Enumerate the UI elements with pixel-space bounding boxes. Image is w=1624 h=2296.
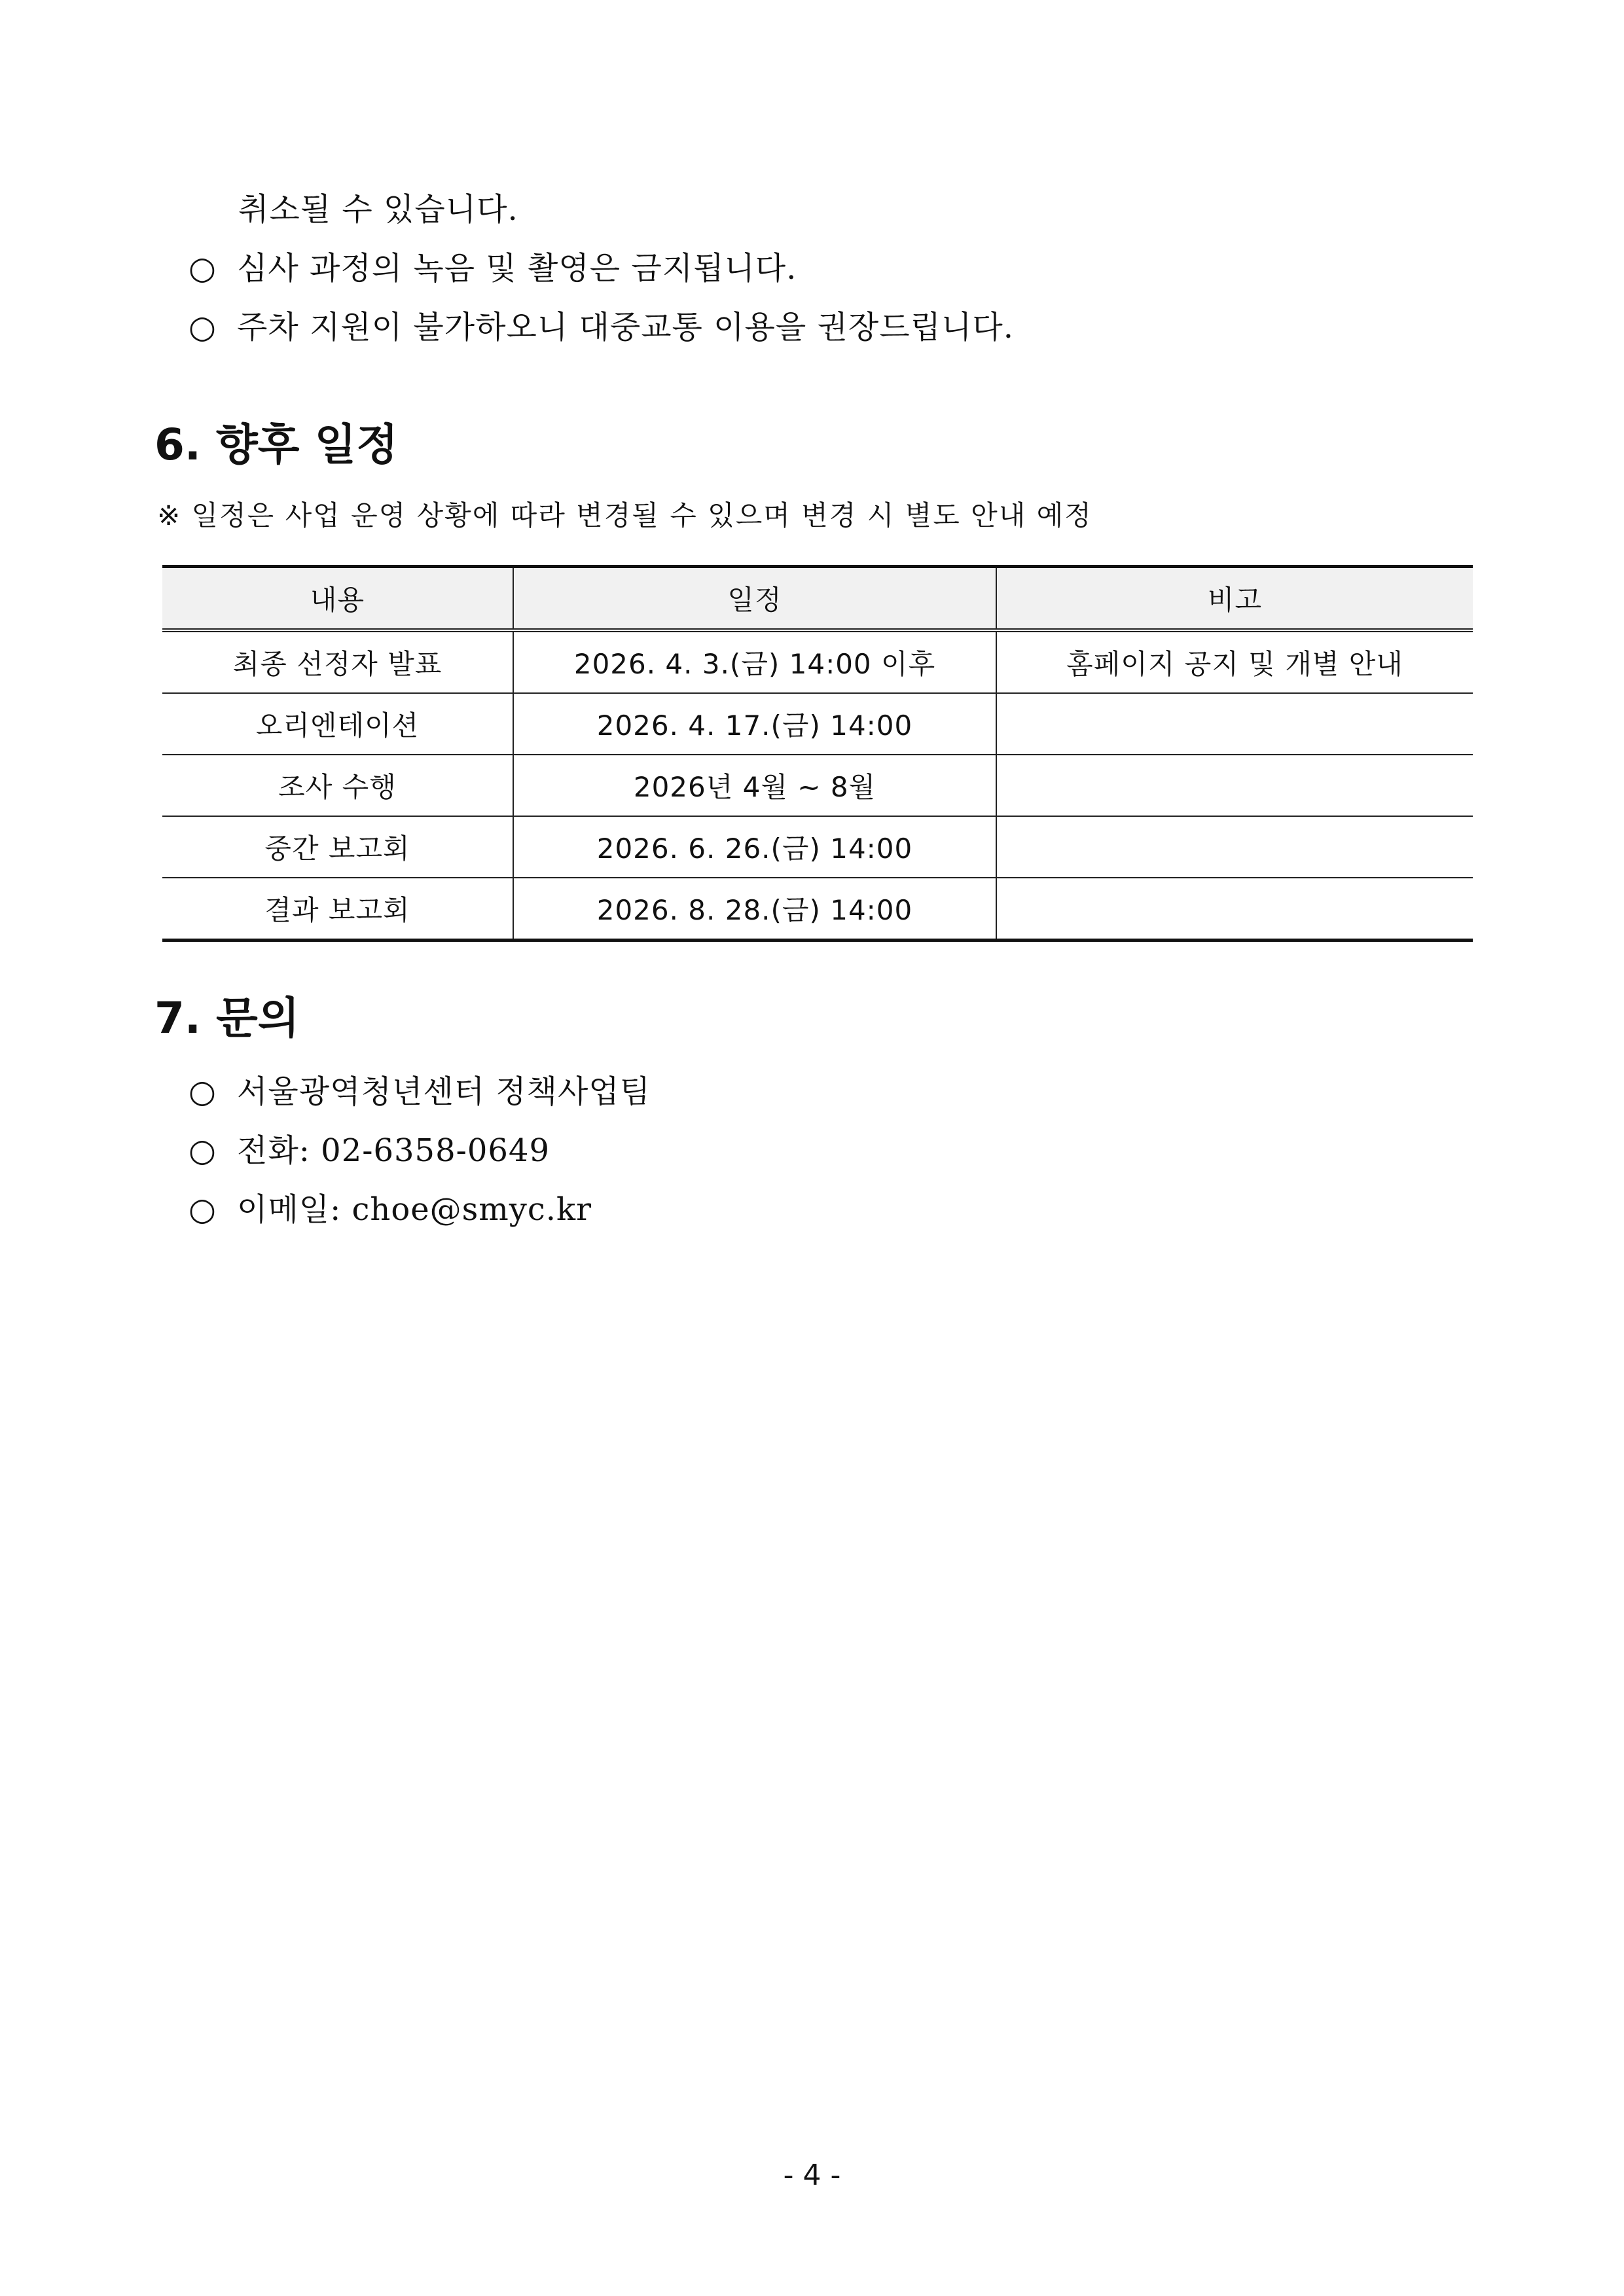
table-cell: 2026. 8. 28.(금) 14:00 xyxy=(513,878,996,941)
table-cell: 2026년 4월 ~ 8월 xyxy=(513,755,996,816)
bullet-item xyxy=(189,247,797,289)
contact-item xyxy=(189,1071,651,1113)
circle-bullet-icon: ○ xyxy=(189,1191,217,1228)
table-cell: 중간 보고회 xyxy=(162,816,513,878)
schedule-note: ※ 일정은 사업 운영 상황에 따라 변경될 수 있으며 변경 시 별도 안내 예정 xyxy=(157,499,1092,531)
table-cell xyxy=(996,878,1473,941)
contact-phone: 전화: 02-6358-0649 xyxy=(237,1132,550,1169)
table-header-row xyxy=(162,567,1473,631)
contact-item xyxy=(189,1130,550,1172)
circle-bullet-icon: ○ xyxy=(189,309,217,346)
section-7-title: 7. 문의 xyxy=(154,993,300,1043)
table-row xyxy=(162,693,1473,755)
column-header: 일정 xyxy=(513,567,996,631)
table-cell xyxy=(996,693,1473,755)
column-header: 비고 xyxy=(996,567,1473,631)
contact-item xyxy=(189,1189,592,1230)
bullet-text: 심사 과정의 녹음 및 촬영은 금지됩니다. xyxy=(237,250,797,287)
circle-bullet-icon: ○ xyxy=(189,1132,217,1169)
table-row xyxy=(162,816,1473,878)
bullet-item xyxy=(189,306,1014,348)
page-number: - 4 - xyxy=(783,2159,841,2192)
table-cell: 오리엔테이션 xyxy=(162,693,513,755)
contact-team: 서울광역청년센터 정책사업팀 xyxy=(237,1073,651,1110)
table-cell: 2026. 4. 17.(금) 14:00 xyxy=(513,693,996,755)
schedule-table xyxy=(162,565,1473,942)
bullet-text: 주차 지원이 불가하오니 대중교통 이용을 권장드립니다. xyxy=(237,309,1015,346)
table-cell xyxy=(996,755,1473,816)
section-6-title: 6. 향후 일정 xyxy=(154,420,398,470)
circle-bullet-icon: ○ xyxy=(189,1073,217,1110)
table-cell: 홈페이지 공지 및 개별 안내 xyxy=(996,630,1473,693)
table-cell: 최종 선정자 발표 xyxy=(162,630,513,693)
column-header: 내용 xyxy=(162,567,513,631)
table-cell: 2026. 6. 26.(금) 14:00 xyxy=(513,816,996,878)
table-row xyxy=(162,755,1473,816)
table-cell: 조사 수행 xyxy=(162,755,513,816)
continuation-text: 취소될 수 있습니다. xyxy=(238,191,518,228)
contact-email: 이메일: choe@smyc.kr xyxy=(237,1191,592,1228)
table-cell: 2026. 4. 3.(금) 14:00 이후 xyxy=(513,630,996,693)
table-row xyxy=(162,878,1473,941)
table-cell xyxy=(996,816,1473,878)
circle-bullet-icon: ○ xyxy=(189,250,217,287)
table-cell: 결과 보고회 xyxy=(162,878,513,941)
table-row xyxy=(162,630,1473,693)
